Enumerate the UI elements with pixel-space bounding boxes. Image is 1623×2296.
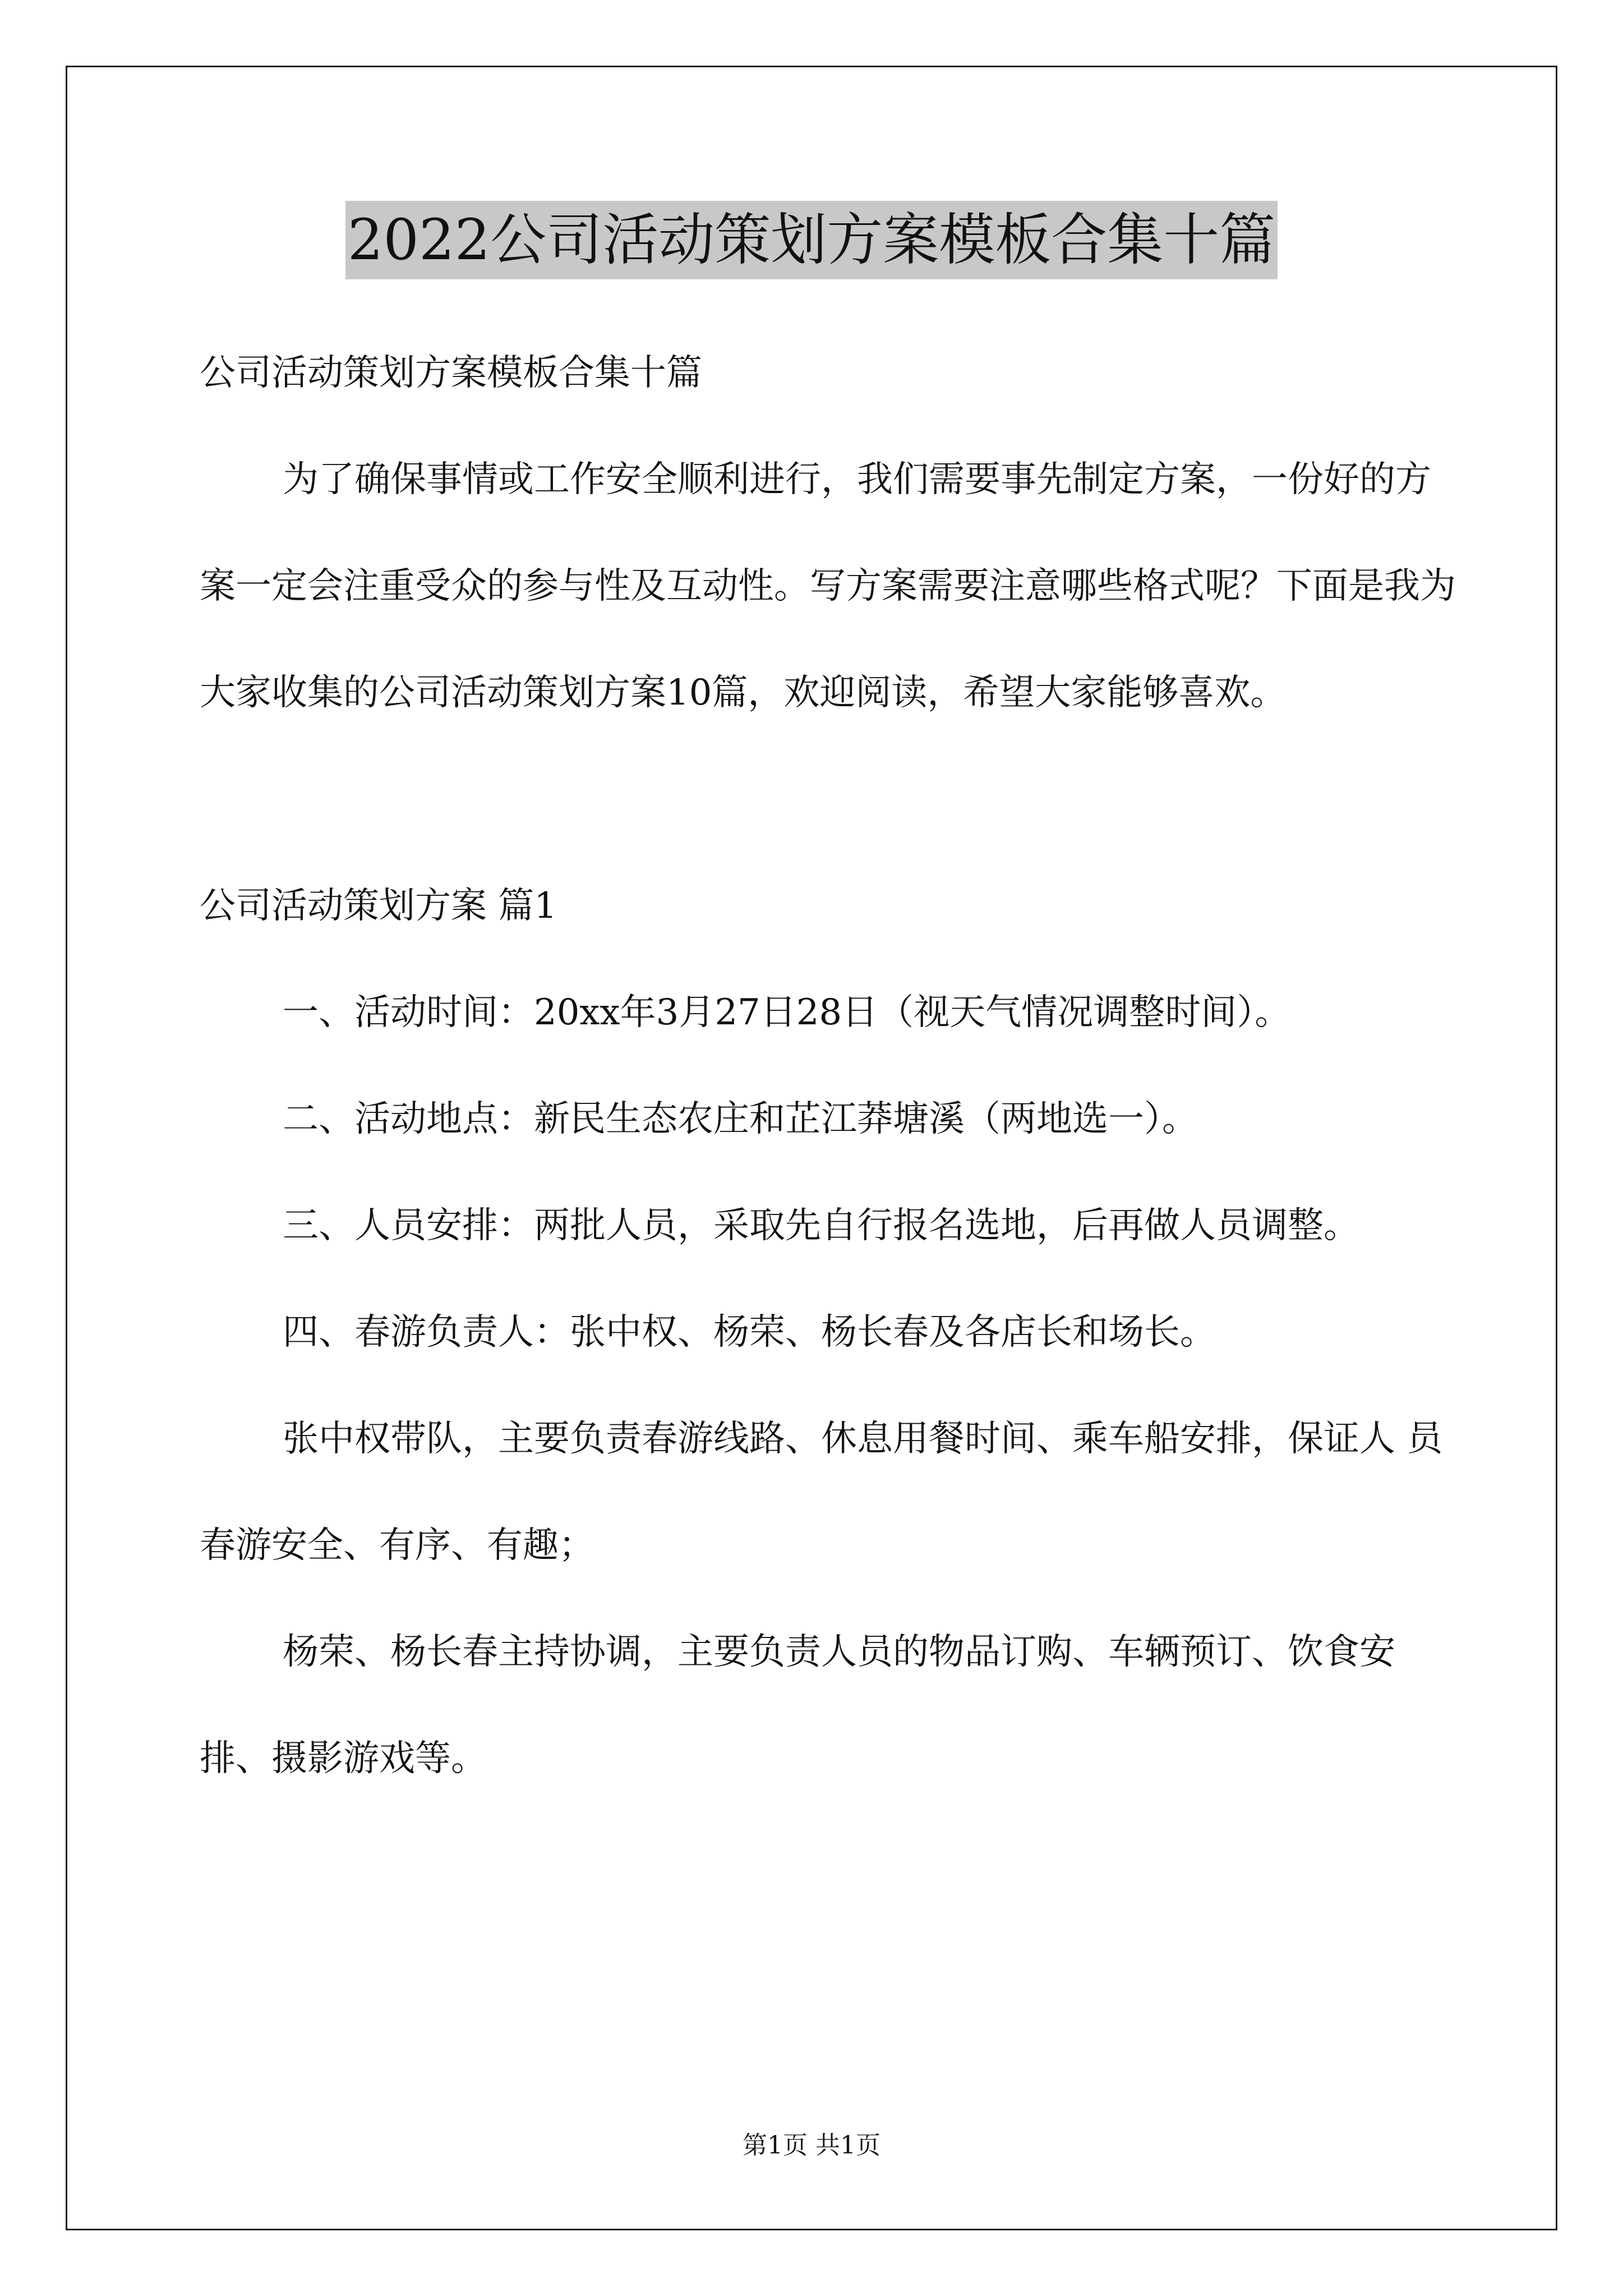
section-spacer: [200, 746, 1461, 853]
section-heading: 公司活动策划方案 篇1: [200, 885, 557, 927]
item-paragraph-leaders: 四、春游负责人：张中权、杨荣、杨长春及各店长和场长。: [283, 1312, 1216, 1353]
item-paragraph-time: 一、活动时间：20xx年3月27日28日（视天气情况调整时间）。: [283, 992, 1291, 1033]
document-body: [200, 320, 1461, 1812]
item-paragraph-coordination: 杨荣、杨长春主持协调，主要负责人员的物品订购、车辆预订、饮食安 排、摄影游戏等。: [200, 1631, 1407, 1779]
intro-paragraph: 为了确保事情或工作安全顺利进行，我们需要事先制定方案，一份好的方案一定会注重受众的参与性及互动性。写方案需要注意哪些格式呢？下面是我为大家收集的公司活动策划方案10篇，欢迎阅读，希望大家能够喜欢。: [200, 459, 1456, 714]
document-subtitle: 公司活动策划方案模板合集十篇: [200, 352, 702, 394]
item-paragraph-location: 二、活动地点：新民生态农庄和芷江莽塘溪（两地选一）。: [283, 1098, 1198, 1140]
title-container: [0, 201, 1623, 279]
document-title: 2022公司活动策划方案模板合集十篇: [345, 201, 1278, 279]
item-paragraph-staffing: 三、人员安排：两批人员，采取先自行报名选地，后再做人员调整。: [283, 1205, 1359, 1246]
page-footer: 第1页 共1页: [743, 2131, 880, 2160]
item-paragraph-route-lead: 张中权带队，主要负责春游线路、休息用餐时间、乘车船安排，保证人 员春游安全、有序、有趣；: [200, 1418, 1443, 1566]
